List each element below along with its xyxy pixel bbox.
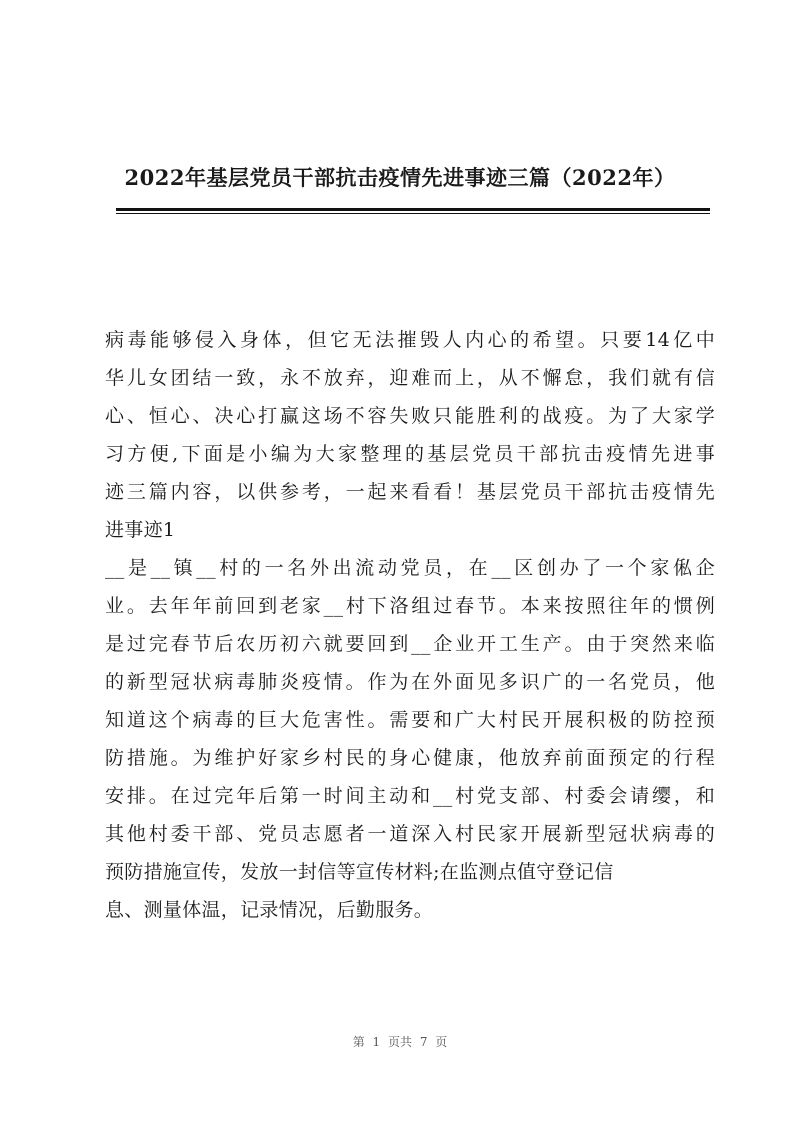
body-line: 习方便,下面是小编为大家整理的基层党员干部抗击疫情先进事	[105, 443, 715, 465]
body-line: 防措施。为维护好家乡村民的身心健康，他放弃前面预定的行程	[105, 747, 715, 769]
title-underline-thin	[116, 213, 710, 214]
body-line: 华儿女团结一致，永不放弃，迎难而上，从不懈怠，我们就有信	[105, 367, 715, 389]
document-title: 2022年基层党员干部抗击疫情先进事迹三篇（2022年）	[124, 165, 676, 190]
document-body	[105, 321, 715, 929]
title-underline-thick	[116, 208, 710, 211]
body-line: 息、测量体温，记录情况，后勤服务。	[105, 899, 434, 921]
body-line: 进事迹1	[105, 519, 176, 541]
page-number-footer: 第 1 页共 7 页	[352, 1035, 448, 1049]
body-line: 预防措施宣传，发放一封信等宣传材料;在监测点值守登记信	[105, 861, 614, 883]
body-line: 知道这个病毒的巨大危害性。需要和广大村民开展积极的防控预	[105, 709, 715, 731]
body-line: 安排。在过完年后第一时间主动和__村党支部、村委会请缨，和	[105, 785, 715, 807]
body-line: 其他村委干部、党员志愿者一道深入村民家开展新型冠状病毒的	[105, 823, 715, 845]
body-line: 心、恒心、决心打赢这场不容失败只能胜利的战疫。为了大家学	[105, 405, 715, 427]
body-line: 业。去年年前回到老家__村下洛组过春节。本来按照往年的惯例	[105, 595, 715, 617]
body-line: 迹三篇内容，以供参考，一起来看看！基层党员干部抗击疫情先	[105, 481, 715, 503]
body-line: __是__镇__村的一名外出流动党员，在__区创办了一个家俬企	[105, 557, 715, 579]
body-line: 病毒能够侵入身体，但它无法摧毁人内心的希望。只要14亿中	[105, 329, 715, 351]
body-line: 的新型冠状病毒肺炎疫情。作为在外面见多识广的一名党员，他	[105, 671, 715, 693]
body-line: 是过完春节后农历初六就要回到__企业开工生产。由于突然来临	[105, 633, 715, 655]
